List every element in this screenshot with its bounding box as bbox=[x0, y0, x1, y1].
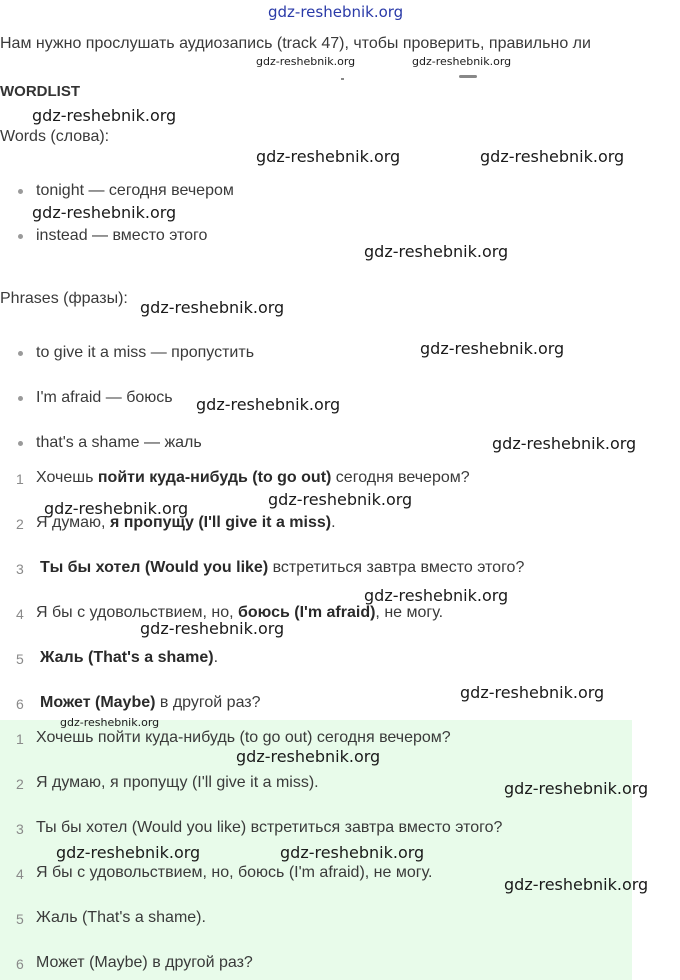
answer-line: Я думаю, я пропущу (I'll give it a miss). bbox=[36, 774, 319, 791]
cut-text-fragment bbox=[341, 78, 344, 80]
site-watermark: gdz-reshebnik.org bbox=[268, 3, 404, 21]
watermark: gdz-reshebnik.org bbox=[56, 843, 201, 862]
watermark: gdz-reshebnik.org bbox=[480, 147, 625, 166]
word-item: tonight — сегодня вечером bbox=[36, 182, 234, 199]
word-item: instead — вместо этого bbox=[36, 227, 208, 244]
wordlist-heading: WORDLIST bbox=[0, 83, 80, 100]
task-line: Я бы с удовольствием, но, боюсь (I'm afraid), не могу. bbox=[36, 604, 444, 621]
bullet bbox=[18, 351, 23, 356]
line-number: 4 bbox=[16, 866, 24, 882]
phrase-item: to give it a miss — пропустить bbox=[36, 344, 255, 361]
watermark: gdz-reshebnik.org bbox=[492, 434, 637, 453]
watermark: gdz-reshebnik.org bbox=[504, 779, 649, 798]
answer-line: Жаль (That's a shame). bbox=[36, 909, 206, 926]
answer-line: Я бы с удовольствием, но, боюсь (I'm afraid), не могу. bbox=[36, 864, 433, 881]
watermark: gdz-reshebnik.org bbox=[280, 843, 425, 862]
watermark: gdz-reshebnik.org bbox=[236, 747, 381, 766]
line-number: 5 bbox=[16, 651, 24, 667]
phrases-label: Phrases (фразы): bbox=[0, 290, 128, 307]
answer-line: Ты бы хотел (Would you like) встретиться завтра вместо этого? bbox=[36, 819, 503, 836]
cut-text-fragment bbox=[459, 75, 477, 78]
task-line: Может (Maybe) в другой раз? bbox=[40, 694, 261, 711]
watermark: gdz-reshebnik.org bbox=[504, 875, 649, 894]
watermark: gdz-reshebnik.org bbox=[32, 106, 177, 125]
watermark: gdz-reshebnik.org bbox=[460, 683, 605, 702]
task-line: Жаль (That's a shame). bbox=[40, 649, 219, 666]
watermark: gdz-reshebnik.org bbox=[140, 619, 285, 638]
line-number: 3 bbox=[16, 561, 24, 577]
line-number: 5 bbox=[16, 911, 24, 927]
line-number: 4 bbox=[16, 606, 24, 622]
bullet bbox=[18, 396, 23, 401]
line-number: 1 bbox=[16, 471, 24, 487]
line-number: 1 bbox=[16, 731, 24, 747]
bullet bbox=[18, 441, 23, 446]
watermark: gdz-reshebnik.org bbox=[412, 55, 512, 68]
bullet bbox=[18, 189, 23, 194]
watermark: gdz-reshebnik.org bbox=[256, 55, 356, 68]
watermark: gdz-reshebnik.org bbox=[364, 586, 509, 605]
intro-text: Нам нужно прослушать аудиозапись (track 47), чтобы проверить, правильно ли bbox=[0, 35, 591, 52]
watermark: gdz-reshebnik.org bbox=[32, 203, 177, 222]
watermark: gdz-reshebnik.org bbox=[140, 298, 285, 317]
watermark: gdz-reshebnik.org bbox=[268, 490, 413, 509]
words-label: Words (слова): bbox=[0, 128, 110, 145]
watermark: gdz-reshebnik.org bbox=[60, 716, 160, 729]
task-line: Ты бы хотел (Would you like) встретиться завтра вместо этого? bbox=[40, 559, 525, 576]
phrase-item: I'm afraid — боюсь bbox=[36, 389, 173, 406]
answer-line: Может (Maybe) в другой раз? bbox=[36, 954, 253, 971]
task-line: Хочешь пойти куда-нибудь (to go out) сегодня вечером? bbox=[36, 469, 470, 486]
line-number: 2 bbox=[16, 776, 24, 792]
line-number: 3 bbox=[16, 821, 24, 837]
watermark: gdz-reshebnik.org bbox=[44, 499, 189, 518]
watermark: gdz-reshebnik.org bbox=[256, 147, 401, 166]
watermark: gdz-reshebnik.org bbox=[196, 395, 341, 414]
answer-line: Хочешь пойти куда-нибудь (to go out) сегодня вечером? bbox=[36, 729, 451, 746]
line-number: 6 bbox=[16, 956, 24, 972]
watermark: gdz-reshebnik.org bbox=[420, 339, 565, 358]
bullet bbox=[18, 234, 23, 239]
line-number: 2 bbox=[16, 516, 24, 532]
phrase-item: that's a shame — жаль bbox=[36, 434, 202, 451]
line-number: 6 bbox=[16, 696, 24, 712]
watermark: gdz-reshebnik.org bbox=[364, 242, 509, 261]
task-line: Я думаю, я пропущу (I'll give it a miss). bbox=[36, 514, 336, 531]
